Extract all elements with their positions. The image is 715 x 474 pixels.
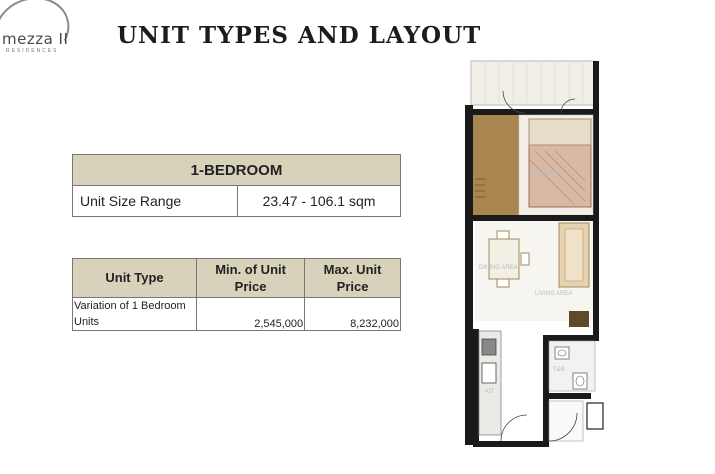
toilet bbox=[573, 373, 587, 389]
page-title: UNIT TYPES AND LAYOUT bbox=[117, 22, 482, 49]
stove bbox=[482, 363, 496, 383]
label-living: LIVING AREA bbox=[535, 291, 573, 297]
label-bedroom: BEDROOM bbox=[531, 171, 563, 177]
lavatory bbox=[555, 347, 569, 359]
table-row bbox=[73, 298, 401, 331]
sink bbox=[482, 339, 496, 355]
dining-table bbox=[489, 239, 519, 279]
price-header-min: Min. of Unit Price bbox=[197, 259, 305, 298]
price-header-max: Max. Unit Price bbox=[305, 259, 401, 298]
price-cell-max: 8,232,000 bbox=[305, 298, 401, 331]
price-header-unit-type: Unit Type bbox=[73, 259, 197, 298]
unit-size-label: Unit Size Range bbox=[73, 186, 238, 217]
logo-subtitle: RESIDENCES bbox=[6, 48, 59, 54]
bedroom-wall bbox=[473, 215, 593, 221]
tv-console bbox=[569, 311, 589, 327]
lanai-wall bbox=[465, 109, 599, 115]
right-wall bbox=[593, 61, 599, 341]
label-dining: DINING AREA bbox=[479, 265, 518, 271]
unit-size-table bbox=[72, 154, 401, 217]
price-cell-min: 2,545,000 bbox=[197, 298, 305, 331]
label-kitchen: KIT bbox=[485, 389, 495, 395]
label-tb: T&B bbox=[553, 367, 565, 373]
wardrobe bbox=[473, 115, 519, 215]
price-cell-unit-type: Variation of 1 Bedroom Units bbox=[73, 298, 197, 331]
logo bbox=[0, 0, 80, 60]
floor-plan bbox=[465, 59, 610, 449]
logo-brand: mezza II bbox=[2, 30, 69, 48]
headboard bbox=[529, 119, 591, 145]
service-duct bbox=[587, 403, 603, 429]
unit-size-header: 1-BEDROOM bbox=[73, 155, 401, 186]
lanai-area bbox=[471, 61, 595, 105]
left-wall bbox=[465, 105, 473, 445]
price-table bbox=[72, 258, 401, 331]
entrance-wall bbox=[473, 441, 549, 447]
unit-size-value: 23.47 - 106.1 sqm bbox=[238, 186, 401, 217]
